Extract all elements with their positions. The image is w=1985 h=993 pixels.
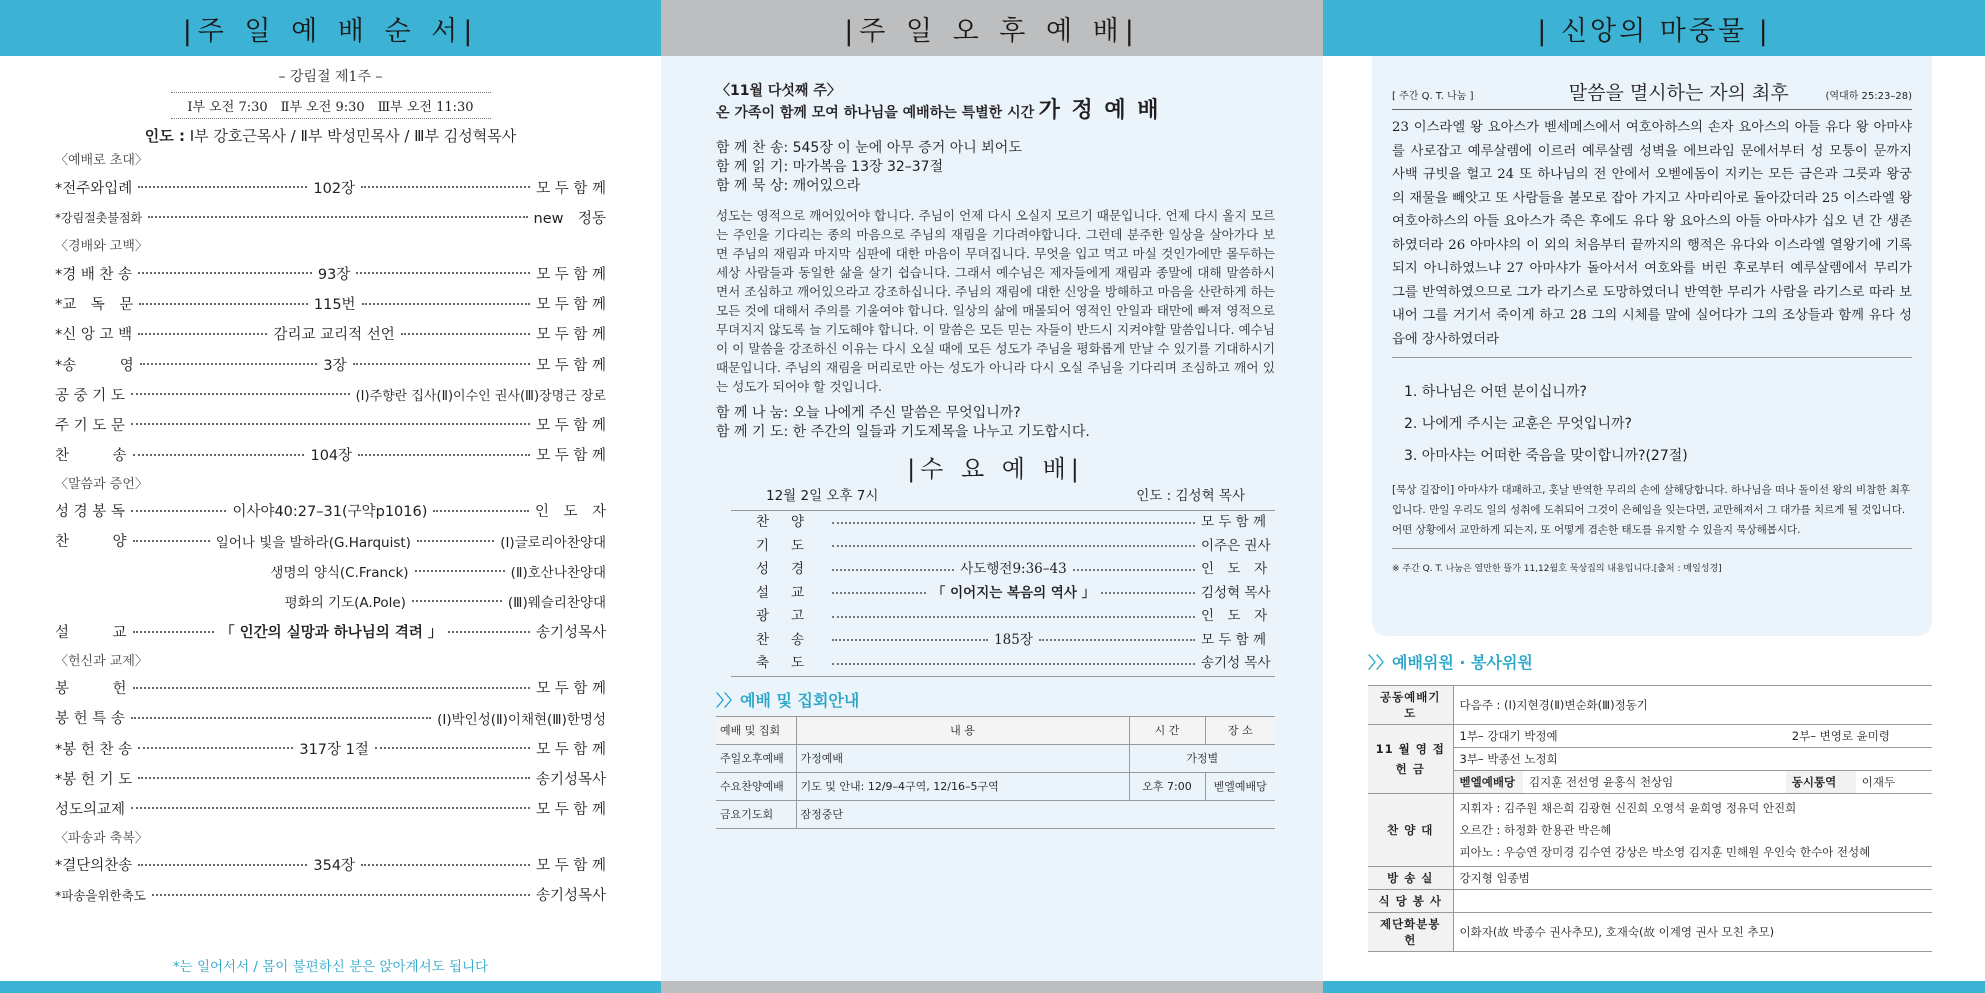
family-worship-title: 가 정 예 배 — [1038, 98, 1161, 123]
table-row — [716, 772, 1275, 800]
wednesday-title: |수 요 예 배| — [907, 455, 1084, 483]
choir-organ: 오르간 : 하정화 한용관 박은혜 — [1459, 823, 1612, 837]
item-name: 봉 헌 — [55, 681, 127, 698]
item-leader: 모 두 함 께 — [536, 448, 606, 465]
item-leader: 송기성목사 — [535, 625, 607, 642]
table-cell: 벧엘예배당 — [1205, 772, 1275, 800]
wednesday-date: 12월 2일 오후 7시 — [766, 488, 879, 504]
wed-item: 찬송 — [756, 631, 827, 648]
wed-leader: 송기성 목사 — [1201, 655, 1271, 672]
guide-table — [716, 716, 1275, 829]
panel-header: |주 일 예 배 순 서| — [0, 0, 661, 56]
qt-title: 말씀을 멸시하는 자의 최후 — [1568, 82, 1789, 104]
item-leader: 인 도 자 — [534, 504, 606, 521]
staff-names: 김지훈 전선영 윤홍식 천상임 — [1523, 771, 1786, 794]
choir-piano: 피아노 : 우승연 장미경 김수연 강상은 박소영 김지훈 민해원 우인숙 한수아 전성혜 — [1459, 845, 1871, 859]
wednesday-info — [731, 483, 1275, 511]
afternoon-worship-panel — [661, 0, 1323, 993]
faith-panel — [1323, 0, 1985, 993]
order-row — [55, 703, 606, 733]
item-name: *강림절촛불점화 — [55, 210, 143, 225]
item-leader: (Ⅰ)글로리아찬양대 — [500, 534, 606, 551]
item-content: 3장 — [323, 357, 347, 374]
table-cell: 잠정중단 — [796, 800, 1275, 828]
item-leader: 모 두 함 께 — [536, 180, 606, 197]
staff-role: 방 송 실 — [1368, 867, 1453, 890]
question-1: 1. 하나님은 어떤 분이십니까? — [1404, 384, 1587, 400]
order-row — [55, 258, 606, 288]
share-line: 함 께 나 눔: 오늘 나에게 주신 말씀은 무엇입니까? — [716, 405, 1021, 421]
order-row — [55, 349, 606, 379]
week-label: 〈11월 다섯째 주〉 — [716, 83, 841, 99]
order-row — [55, 379, 606, 409]
standing-note: *는 일어서서 / 몸이 불편하신 분은 앉아계셔도 됩니다 — [172, 959, 489, 975]
item-name: *신 앙 고 백 — [55, 327, 133, 344]
season-label: – 강림절 제1주 – — [278, 69, 383, 85]
footer-bar — [661, 981, 1323, 993]
sermon-title: 「 인간의 실망과 하나님의 격려 」 — [220, 625, 443, 642]
order-row — [55, 733, 606, 763]
qt-tag: [ 주간 Q. T. 나눔 ] — [1392, 91, 1474, 102]
table-header: 내 용 — [796, 716, 1129, 744]
section-label: 〈예배로 초대〉 — [55, 153, 148, 168]
table-row — [1368, 686, 1932, 725]
item-leader: 모 두 함 께 — [536, 681, 606, 698]
order-row — [55, 289, 606, 319]
table-row — [1368, 725, 1932, 748]
staff-table-wrap — [1368, 685, 1932, 952]
wed-row — [731, 511, 1275, 535]
scripture-text: 23 이스라엘 왕 요아스가 벧세메스에서 여호아하스의 손자 요아스의 아들 유다 왕 아마샤를 사로잡고 예루살렘에 이르러 예루살렘 성벽을 에브라임 문에서부터 성 모퉁이 문까지 사백 규빗을 헐고 24 또 하나님의 전 안에서 오벧에돔이 지키는 모든 금은과 그릇과 왕궁의 재물을 빼앗고 또 사람들을 볼모로 잡아 가지고 사마리아로 돌아갔더라 25 이스라엘 왕 여호아하스의 아들 요아스가 죽은 후에도 유다 왕 요아스의 아들 아마샤가 십오 년 간 생존하였더라 26 아마샤의 이 외의 처음부터 끝까지의 행적은 유다와 이스라엘 열왕기에 기록되지 아니하였느냐 27 아마샤가 돌아서서 여호와를 버린 후로부터 예루살렘에서 무리가 그를 반역하였으므로 그가 라기스로 도망하였더니 반역한 무리가 사람을 라기스로 따라 보내어 그를 거기서 죽이게 하고 28 그의 시체를 말에 실어다가 그의 조상들과 함께 유다 성읍에 장사하였더라 — [1392, 116, 1912, 358]
order-row — [55, 673, 606, 703]
hymn-line: 함 께 찬 송: 545장 이 눈에 아무 증거 아니 뵈어도 — [716, 140, 1022, 156]
item-content: 일어나 빛을 발하라(G.Harquist) — [215, 534, 411, 551]
choir-conductors: 지휘자 : 김주원 채은희 김광현 신진희 오영석 윤희영 정유덕 안진희 — [1459, 801, 1797, 815]
wed-row — [731, 582, 1275, 606]
item-name: 찬 송 — [55, 448, 127, 465]
wednesday-order — [731, 511, 1275, 677]
item-leader: (Ⅱ)호산나찬양대 — [510, 565, 606, 582]
qt-box — [1372, 56, 1932, 636]
item-leader: (Ⅰ)주향란 집사(Ⅱ)이수인 권사(Ⅲ)장명근 장로 — [355, 388, 606, 404]
table-header-row — [716, 716, 1275, 744]
item-leader: 모 두 함 께 — [536, 357, 607, 374]
table-row — [1368, 794, 1932, 867]
table-row — [1368, 748, 1932, 771]
item-leader: 모 두 함 께 — [536, 801, 606, 818]
item-leader: 모 두 함 께 — [536, 266, 606, 283]
item-leader: 모 두 함 께 — [536, 741, 606, 758]
leaders — [55, 125, 606, 146]
wed-sermon: 「 이어지는 복음의 역사 」 — [931, 584, 1096, 601]
table-cell: 주일오후예배 — [716, 744, 796, 772]
item-name: 봉 헌 특 송 — [55, 711, 125, 728]
staff-names: 3부– 박종선 노정희 — [1453, 748, 1932, 771]
wed-item: 설교 — [756, 584, 827, 601]
item-name: 성도의교제 — [55, 801, 126, 818]
order-row — [55, 763, 606, 793]
choir-cell — [1453, 794, 1932, 867]
item-content: 감리교 교리적 선언 — [273, 327, 395, 344]
item-name: *봉 헌 기 도 — [55, 771, 133, 788]
order-row — [55, 172, 606, 202]
question-3: 3. 아마샤는 어떠한 죽음을 맞이합니까?(27절) — [1404, 448, 1688, 464]
table-cell: 금요기도회 — [716, 800, 796, 828]
item-leader: 송기성목사 — [535, 771, 606, 788]
service-times: Ⅰ부 오전 7:30 Ⅱ부 오전 9:30 Ⅲ부 오전 11:30 — [171, 92, 491, 119]
question-2: 2. 나에게 주시는 교훈은 무엇입니까? — [1404, 416, 1632, 432]
order-row — [55, 850, 606, 880]
wed-content: 185장 — [994, 631, 1033, 648]
order-row — [55, 793, 606, 823]
wed-leader: 이주은 권사 — [1201, 537, 1271, 554]
item-leader: (Ⅲ)웨슬리찬양대 — [507, 595, 606, 612]
item-content: 생명의 양식(C.Franck) — [270, 565, 409, 582]
guide-header: 〉〉예배 및 집회안내 — [716, 690, 860, 710]
item-name: *결단의찬송 — [55, 858, 133, 875]
item-leader: new 정동 — [533, 210, 606, 227]
leaders-names: Ⅰ부 강호근목사 / Ⅱ부 박성민목사 / Ⅲ부 김성혁목사 — [189, 127, 517, 145]
staff-names: 이재두 — [1856, 771, 1932, 794]
footer-bar — [1323, 981, 1985, 993]
table-row — [1368, 867, 1932, 890]
lead-text: 온 가족이 함께 모여 하나님을 예배하는 특별한 시간 — [716, 105, 1035, 121]
table-cell: 수요찬양예배 — [716, 772, 796, 800]
wed-row — [731, 535, 1275, 559]
table-cell: 가정별 — [1129, 744, 1275, 772]
questions — [1392, 376, 1912, 472]
item-content: 317장 1절 — [299, 741, 369, 758]
order-row — [55, 440, 606, 470]
reading-line: 함 께 읽 기: 마가복음 13장 32–37절 — [716, 159, 944, 175]
leaders-label: 인도 : — [144, 127, 185, 145]
order-row — [55, 319, 606, 349]
wed-leader: 인 도 자 — [1201, 608, 1268, 625]
staff-table — [1368, 685, 1932, 952]
staff-role: 식 당 봉 사 — [1368, 890, 1453, 913]
item-name: *파송을위한축도 — [55, 887, 146, 903]
wed-leader: 김성혁 목사 — [1201, 584, 1271, 601]
item-leader: (Ⅰ)박인성(Ⅱ)이채현(Ⅲ)한명성 — [437, 711, 606, 728]
table-cell: 오후 7:00 — [1129, 772, 1205, 800]
item-name: *봉 헌 찬 송 — [55, 741, 133, 758]
table-header: 시 간 — [1129, 716, 1205, 744]
staff-role: 제단화분봉헌 — [1368, 913, 1453, 952]
item-leader: 모 두 함 께 — [536, 327, 606, 344]
staff-names: 다음주 : (Ⅰ)지현경(Ⅱ)변순화(Ⅲ)정동기 — [1453, 686, 1932, 725]
table-row — [1368, 771, 1932, 794]
panel-header: |주 일 오 후 예 배| — [661, 0, 1323, 56]
wed-item: 기도 — [756, 537, 827, 554]
wed-item: 광고 — [756, 608, 827, 625]
footer-bar — [0, 981, 661, 993]
table-row — [1368, 890, 1932, 913]
staff-names — [1453, 890, 1932, 913]
staff-names: 1부– 강대기 박정예 — [1453, 725, 1786, 748]
table-cell: 가정예배 — [796, 744, 1129, 772]
qt-source-note: ※ 주간 Q. T. 나눔은 열만한 뜰가 11,12월호 묵상집의 내용입니다.[출처 : 매일성경] — [1392, 564, 1722, 574]
order-row — [55, 409, 606, 439]
item-name: 주 기 도 문 — [55, 417, 125, 434]
staff-names: 이화자(故 박종수 권사추모), 호재숙(故 이계영 권사 모친 추모) — [1453, 913, 1932, 952]
order-row — [55, 616, 606, 646]
table-row — [716, 744, 1275, 772]
qt-reference: (역대하 25:23–28) — [1825, 91, 1912, 102]
section-label: 〈파송과 축복〉 — [55, 830, 148, 846]
meditation-line: 함 께 묵 상: 깨어있으라 — [716, 178, 861, 194]
staff-role: 11 월 영 접 헌 금 — [1368, 725, 1453, 794]
item-name: 성 경 봉 독 — [55, 504, 125, 521]
staff-names: 강지형 임종범 — [1453, 867, 1932, 890]
meditation-guide: [묵상 길잡이] 아마샤가 대패하고, 훗날 반역한 무리의 손에 살해당합니다. 하나님을 떠나 돌이선 왕의 비참한 최후입니다. 만일 우리도 일의 성취에 도취되어 그것이 은혜임을 잊는다면, 교만해져서 그 대가를 치르게 될 것입니다. 어떤 상황에서 교만하게 되는지, 또 어떻게 겸손한 태도를 유지할 수 있을지 묵상해봅시다. — [1392, 480, 1912, 549]
wed-row — [731, 605, 1275, 629]
qt-head — [1392, 78, 1912, 110]
table-header: 예배 및 집회 — [716, 716, 796, 744]
item-leader: 모 두 함 께 — [536, 417, 606, 434]
item-content: 104장 — [310, 448, 353, 465]
item-name: 설 교 — [55, 625, 127, 642]
wed-item: 축도 — [756, 655, 827, 672]
item-leader: 모 두 함 께 — [536, 858, 606, 875]
order-row — [55, 496, 606, 526]
panel-header: | 신앙의 마중물 | — [1323, 0, 1985, 56]
wed-item: 성경 — [756, 561, 827, 578]
wed-row — [731, 629, 1275, 653]
order-row — [55, 880, 606, 910]
order-row — [55, 586, 606, 616]
item-name: *경 배 찬 송 — [55, 266, 133, 283]
staff-header: 〉〉예배위원 · 봉사위원 — [1368, 653, 1533, 672]
order-row — [55, 556, 606, 586]
item-content: 이사야40:27–31(구약p1016) — [232, 504, 428, 521]
wednesday-leader: 인도 : 김성혁 목사 — [1136, 488, 1245, 504]
table-row — [1368, 913, 1932, 952]
table-row — [716, 800, 1275, 828]
meditation-body: 성도는 영적으로 깨어있어야 합니다. 주님이 언제 다시 오실지 모르기 때문입니다. 언제 다시 올지 모르는 주인을 기다리는 종의 마음으로 주님의 재림을 기다려야합니다. 그런데 분주한 일상을 살아가다 보면 주님의 재림과 마지막 심판에 대한 마음이 무뎌집니다. 무엇을 입고 먹고 마실 것인가에만 몰두하는 세상 사람들과 동일한 삶을 살기 쉽습니다. 그래서 예수님은 제자들에게 재림과 종말에 대해 말씀하시면서 조심하고 깨어있으라고 강조하십니다. 주님의 재림에 대한 신앙을 방해하고 마음을 산란하게 하는 모든 것에 대해서 주의를 기울여야 합니다. 일상의 삶에 매몰되어 영적인 안일과 태만에 빠져 영적으로 무뎌지지 않도록 늘 기도해야 합니다. 이 말씀은 모든 믿는 자들이 반드시 지켜야할 말씀입니다. 예수님이 이 말씀을 강조하신 이유는 다시 오실 때에 모든 성도가 주님을 평화롭게 만날 수 있기를 기대하시기 때문입니다. 주님의 재림을 머리로만 아는 성도가 아니라 다시 오실 주님을 기다리며 조심하고 깨어 있는 성도가 되어야 할 것입니다. — [716, 208, 1275, 394]
item-leader: 송기성목사 — [535, 888, 606, 905]
order-row — [55, 202, 606, 232]
prayer-line: 함 께 기 도: 한 주간의 일들과 기도제목을 나누고 기도합시다. — [716, 424, 1090, 440]
wed-leader: 모 두 함 께 — [1201, 514, 1267, 531]
staff-sublabel: 벧엘예배당 — [1453, 771, 1523, 794]
item-name: *교 독 문 — [55, 297, 134, 314]
item-leader: 모 두 함 께 — [536, 297, 607, 314]
wed-row — [731, 652, 1275, 676]
item-name: *송 영 — [55, 357, 134, 374]
wed-item: 찬양 — [756, 514, 827, 531]
wed-leader: 모 두 함 께 — [1201, 631, 1267, 648]
item-content: 354장 — [313, 858, 356, 875]
wed-content: 사도행전9:36–43 — [960, 561, 1067, 578]
table-header: 장 소 — [1205, 716, 1275, 744]
wed-row — [731, 558, 1275, 582]
staff-role: 찬 양 대 — [1368, 794, 1453, 867]
table-cell: 기도 및 안내: 12/9–4구역, 12/16–5구역 — [796, 772, 1129, 800]
order-row — [55, 526, 606, 556]
sunday-worship-panel — [0, 0, 661, 993]
section-label: 〈헌신과 교제〉 — [55, 653, 148, 669]
item-name: *전주와입례 — [55, 180, 133, 197]
staff-role: 공동예배기도 — [1368, 686, 1453, 725]
wed-leader: 인 도 자 — [1201, 561, 1268, 578]
staff-sublabel: 동시통역 — [1786, 771, 1856, 794]
item-content: 102장 — [313, 180, 356, 197]
staff-names: 2부– 변영로 윤미령 — [1786, 725, 1932, 748]
item-name: 공 중 기 도 — [55, 387, 125, 404]
section-label: 〈경배와 고백〉 — [55, 239, 148, 255]
item-name: 찬 양 — [55, 534, 127, 551]
item-content: 115번 — [313, 297, 356, 314]
item-content: 평화의 기도(A.Pole) — [284, 595, 406, 612]
section-label: 〈말씀과 증언〉 — [55, 476, 148, 492]
item-content: 93장 — [317, 266, 351, 283]
